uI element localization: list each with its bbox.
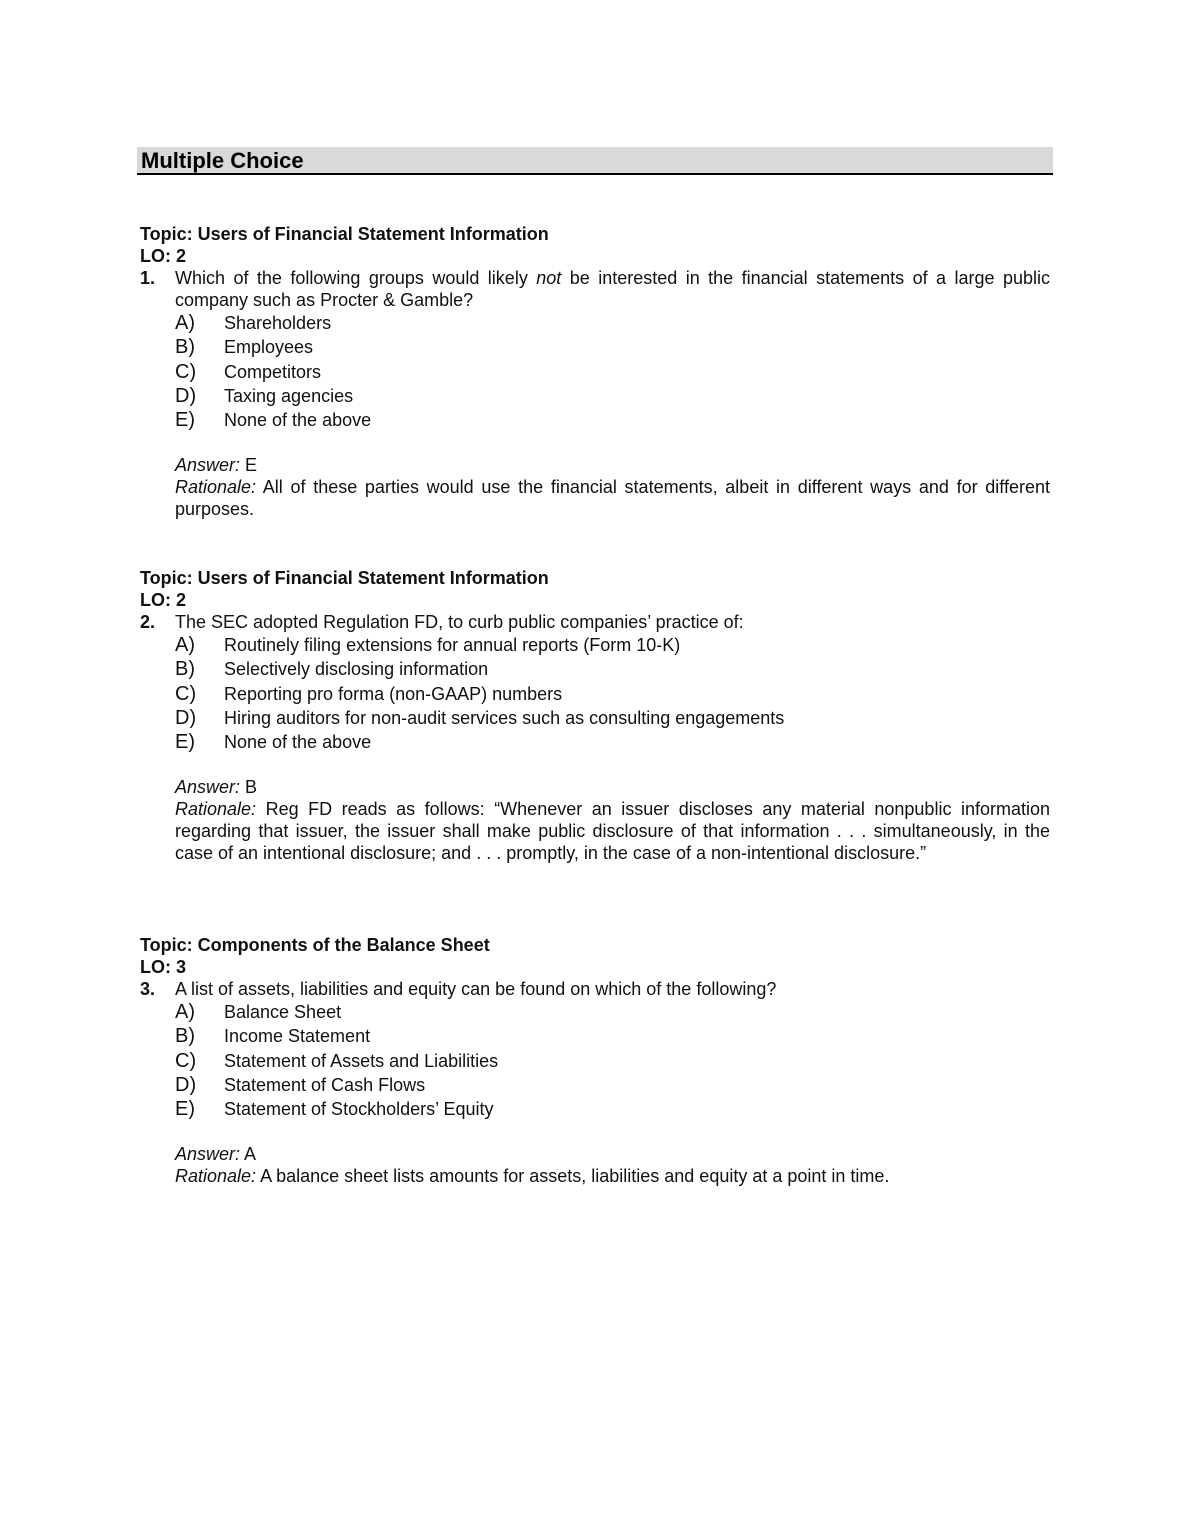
answer-line xyxy=(175,776,1050,798)
option-letter: A) xyxy=(175,1001,195,1023)
option-text: Employees xyxy=(224,337,314,358)
option-text: Statement of Stockholders’ Equity xyxy=(224,1099,494,1120)
answer-block xyxy=(175,1143,1050,1187)
option-letter: A) xyxy=(175,634,195,656)
option-e xyxy=(175,409,1050,433)
option-c xyxy=(175,683,1050,707)
rationale-text: Reg FD reads as follows: “Whenever an issuer discloses any material nonpublic information regarding that issuer, the issuer shall make public disclosure of that information . . . simultaneously, in the case of an intentional disclosure; and . . . promptly, in the case of a non-intentional disclosure.” xyxy=(175,799,1050,864)
option-d xyxy=(175,707,1050,731)
section-title: Multiple Choice xyxy=(141,148,304,173)
answer-line xyxy=(175,1143,1050,1165)
option-c xyxy=(175,361,1050,385)
rationale-label: Rationale: xyxy=(175,477,257,498)
option-text: None of the above xyxy=(224,410,372,431)
option-text: Competitors xyxy=(224,361,322,382)
option-text: Shareholders xyxy=(224,313,332,333)
question-number: 2. xyxy=(140,612,156,632)
option-a xyxy=(175,634,1050,658)
question-3 xyxy=(140,934,1050,1187)
rationale-text: All of these parties would use the financial statements, albeit in different ways and for different purposes. xyxy=(175,477,1051,520)
option-d xyxy=(175,1074,1050,1098)
option-text: Routinely filing extensions for annual reports (Form 10-K) xyxy=(224,635,681,655)
option-b xyxy=(175,658,1050,682)
stem-text-before: Which of the following groups would likely xyxy=(175,268,537,288)
question-stem: The SEC adopted Regulation FD, to curb public companies’ practice of: xyxy=(175,612,744,632)
learning-objective: LO: 3 xyxy=(140,957,187,977)
option-text: Reporting pro forma (non-GAAP) numbers xyxy=(224,683,563,704)
answer-block xyxy=(175,454,1050,520)
option-letter: B) xyxy=(175,1025,195,1048)
answer-value: E xyxy=(245,455,258,476)
option-text: Income Statement xyxy=(224,1026,371,1047)
learning-objective: LO: 2 xyxy=(140,246,187,266)
option-a xyxy=(175,1001,1050,1025)
option-text: Selectively disclosing information xyxy=(224,659,489,680)
answer-value: B xyxy=(245,777,258,798)
option-b xyxy=(175,1025,1050,1049)
question-stem-row xyxy=(140,978,1050,1000)
option-b xyxy=(175,336,1050,360)
option-letter: C) xyxy=(175,360,197,383)
rationale-line xyxy=(175,798,1050,864)
option-a xyxy=(175,312,1050,336)
option-letter: B) xyxy=(175,658,195,681)
rationale-line xyxy=(175,476,1050,520)
answer-label: Answer: xyxy=(175,455,241,476)
learning-objective: LO: 2 xyxy=(140,590,187,610)
question-stem: A list of assets, liabilities and equity can be found on which of the following? xyxy=(175,979,777,999)
option-letter: D) xyxy=(175,384,197,407)
answer-label: Answer: xyxy=(175,1144,241,1165)
option-text: Balance Sheet xyxy=(224,1002,342,1022)
question-stem-row xyxy=(140,611,1050,633)
option-letter: D) xyxy=(175,1073,197,1096)
answer-label: Answer: xyxy=(175,777,241,798)
option-letter: C) xyxy=(175,1049,197,1072)
answer-line xyxy=(175,454,1050,476)
answer-value: A xyxy=(244,1144,257,1165)
option-letter: E) xyxy=(175,731,195,754)
option-e xyxy=(175,1098,1050,1122)
option-letter: B) xyxy=(175,336,195,359)
option-e xyxy=(175,731,1050,755)
question-topic: Topic: Users of Financial Statement Information xyxy=(140,568,549,588)
option-list xyxy=(175,634,1050,755)
option-letter: C) xyxy=(175,682,197,705)
section-header xyxy=(137,147,1053,175)
option-list xyxy=(175,1001,1050,1122)
option-letter: A) xyxy=(175,312,195,334)
option-d xyxy=(175,385,1050,409)
option-text: Statement of Cash Flows xyxy=(224,1074,426,1095)
rationale-line xyxy=(175,1165,1050,1187)
rationale-label: Rationale: xyxy=(175,799,257,820)
option-text: None of the above xyxy=(224,732,372,753)
question-number: 1. xyxy=(140,268,156,288)
question-1 xyxy=(140,223,1050,520)
option-text: Taxing agencies xyxy=(224,385,354,406)
option-letter: E) xyxy=(175,1098,195,1121)
question-stem xyxy=(175,267,1050,311)
question-stem-row xyxy=(140,267,1050,311)
rationale-label: Rationale: xyxy=(175,1166,257,1187)
option-list xyxy=(175,312,1050,433)
option-letter: D) xyxy=(175,706,197,729)
option-c xyxy=(175,1050,1050,1074)
stem-emphasis: not xyxy=(536,268,562,288)
question-topic: Topic: Users of Financial Statement Information xyxy=(140,224,549,244)
answer-block xyxy=(175,776,1050,864)
question-2 xyxy=(140,567,1050,864)
option-text: Statement of Assets and Liabilities xyxy=(224,1050,499,1071)
question-number: 3. xyxy=(140,979,156,999)
option-text: Hiring auditors for non-audit services such as consulting engagements xyxy=(224,707,785,728)
question-topic: Topic: Components of the Balance Sheet xyxy=(140,935,490,955)
option-letter: E) xyxy=(175,409,195,432)
rationale-text: A balance sheet lists amounts for assets, liabilities and equity at a point in time. xyxy=(260,1166,890,1187)
stem-text-after: be interested in the financial statements of a large public company such as Procter & Gamble? xyxy=(175,268,1050,310)
